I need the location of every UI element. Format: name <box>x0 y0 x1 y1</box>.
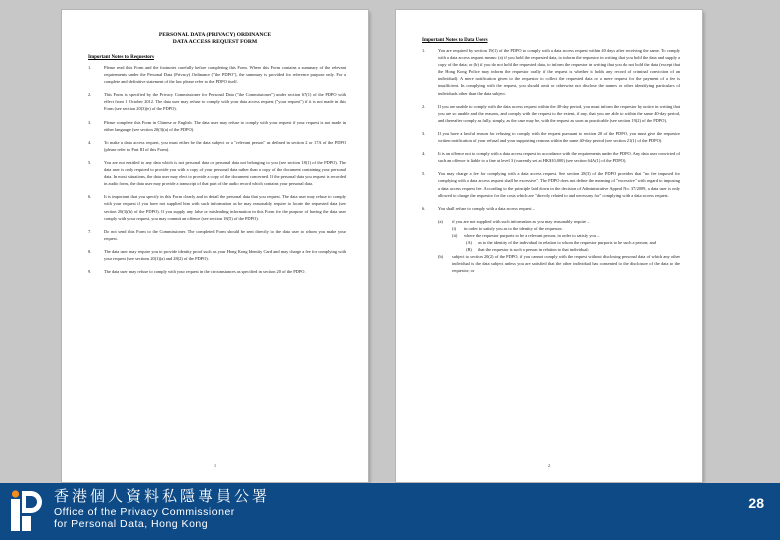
pcpd-logo-icon <box>9 489 43 533</box>
refusal-conditions-list <box>396 218 702 275</box>
sub-item-number: (B) <box>466 247 472 253</box>
form-page-1 <box>62 10 368 482</box>
note-number: 8. <box>88 248 92 254</box>
note-number: 4. <box>422 151 426 157</box>
org-name-chinese: 香港個人資料私隱專員公署 <box>54 487 271 505</box>
note-item <box>422 47 680 97</box>
note-item <box>88 193 346 221</box>
sub-item-text: subject to section 20(2) of the PDPO, if you cannot comply with the request without disclosing personal data of which any other individual is the data subject unless you are satisfied that the other individual has consented to the disclosure of the data to the requestor; or <box>452 254 680 274</box>
note-item <box>88 159 346 187</box>
note-text: It is an offence not to comply with a data access request in accordance with the requirements under the PDPO. Any data user convicted of such an offence is liable to a fine at level 3 (currently set at HK$10,000) (see section 64A(1) of the PDPO). <box>438 151 680 164</box>
sub-item-text: in order to satisfy you as to the identity of the requestor; <box>464 225 563 231</box>
note-text: If you have a lawful reason for refusing to comply with the request pursuant to section 20 of the PDPO, you must give the requestor written notification of your refusal and your supporting reasons within the same 40-day period (see section 21(1) of the PDPO). <box>438 130 680 144</box>
note-number: 3. <box>422 130 426 136</box>
note-number: 6. <box>422 205 426 211</box>
page-number: 1 <box>213 463 217 468</box>
note-text: If you are unable to comply with the data access request within the 40-day period, you must inform the requestor by notice in writing that you are so unable and the reasons, and comply with the request to the extent, if any, that you are able to within the same 40-day period, and thereafter comply as fully, simply, as the case may be, with the request as soon as practicable (see section 19(2) of the PDPO). <box>438 103 680 123</box>
note-item <box>422 150 680 164</box>
requestor-notes-list <box>62 64 368 275</box>
data-user-notes-list <box>396 47 702 212</box>
note-number: 4. <box>88 139 92 145</box>
org-name-english-line-2: for Personal Data, Hong Kong <box>54 518 209 530</box>
note-text: You are not entitled to any data which is not personal data or personal data not belonging to you (see section 18(1) of the PDPO). The data user is only required to provide you with a copy of your personal data rather than a copy of the document containing your personal data. In most situations, the data user may elect to provide a copy of the document concerned. If the personal data you request is recorded in audio form, the data user may provide a transcript of that part of the audio record which contains your personal data. <box>104 159 346 187</box>
note-text: To make a data access request, you must either be the data subject or a "relevant person" as defined in section 2 or 17A of the PDPO (please refer to Part III of this Form). <box>104 139 346 152</box>
org-name-english-line-1: Office of the Privacy Commissioner <box>54 506 235 518</box>
note-text: This Form is specified by the Privacy Commissioner for Personal Data ("the Commissioner") under section 67(1) of the PDPO with effect from 1 October 2012. The data user may refuse to comply with your data access request ("your request") if it is not made in this Form (see section 20(3)(e) of the PDPO). <box>104 92 346 112</box>
sub-item <box>466 239 680 246</box>
note-item <box>88 119 346 133</box>
sub-item-number: (i) <box>452 225 457 231</box>
note-item <box>88 268 346 275</box>
note-item <box>422 205 680 212</box>
note-text: Please complete this Form in Chinese or English. The data user may refuse to comply with your request if your request is not made in either language (see section 20(3)(a) of the PDPO). <box>104 119 346 132</box>
note-number: 2. <box>88 92 92 98</box>
note-item <box>422 130 680 144</box>
slide-number: 28 <box>748 495 764 511</box>
form-page-2 <box>396 10 702 482</box>
note-item <box>88 91 346 112</box>
sub-item-text: as to the identity of the individual in relation to whom the requestor purports to be such a person; and <box>478 240 656 246</box>
note-text: You may charge a fee for complying with a data access request. See section 28(3) of the PDPO provides that "no fee imposed for complying with a data access request shall be excessive". The PDPO does not define the meaning of "excessive" with regard to imposing a data access request fee. According to the principle laid down in the decision of Administrative Appeal No. 37/2009, a data user is only allowed to charge the requestor for the costs which are "directly related to and necessary for" complying with a data access request. <box>438 171 680 198</box>
sub-item-text: that the requestor is such a person in relation to that individual; <box>478 247 589 253</box>
sub-item-number: (A) <box>466 240 473 246</box>
sub-item <box>466 246 680 253</box>
sub-item <box>438 253 680 274</box>
page-number: 2 <box>547 463 551 468</box>
sub-item-number: (ii) <box>452 232 458 238</box>
sub-item <box>438 218 680 225</box>
note-number: 2. <box>422 103 426 109</box>
footer-bar <box>0 483 780 540</box>
note-text: Please read this Form and the footnotes carefully before completing this Form. Where this Form contains a summary of the relevant requirements under the Personal Data (Privacy) Ordinance ("the PDPO"), the summary is provided for reference purpose only. For a complete and definitive statement of the law please refer to the PDPO itself. <box>104 65 346 85</box>
requestor-notes-heading: Important Notes to Requestors <box>88 55 154 60</box>
note-item <box>88 248 346 262</box>
note-number: 6. <box>88 194 92 200</box>
sub-item <box>452 225 680 232</box>
note-number: 5. <box>88 159 92 165</box>
note-text: The data user may refuse to comply with your request in the circumstances as specified in section 20 of the PDPO. <box>104 269 306 275</box>
document-title <box>62 32 368 46</box>
note-text: You are required by section 19(1) of the PDPO to comply with a data access request within 40 days after receiving the same. To comply with a data access request means: (a) if you hold the requested data, to inform the requestor in writing that you hold the data and supply a copy of the data; or (b) if you do not hold the requested data, to inform the requestor in writing that you do not hold the data (except that the Hong Kong Police may inform the requestor orally if the request is whether it holds any record of criminal conviction of an individual). A mere notification given to the requestor to collect the requested data or a mere request for the payment of a fee is insufficient. In complying with the request, you should omit or otherwise not disclose the names or other identifying particulars of individuals other than the data subject. <box>438 48 680 96</box>
sub-item-text: where the requestor purports to be a relevant person, in order to satisfy you – <box>464 232 600 238</box>
note-item <box>422 170 680 198</box>
note-text: The data user may require you to provide identity proof such as your Hong Kong Identity Card and may charge a fee for complying with your request (see sections 20(1)(a) and 28(2) of the PDPO). <box>104 248 346 261</box>
note-number: 3. <box>88 119 92 125</box>
note-item <box>88 139 346 153</box>
note-number: 1. <box>88 65 92 70</box>
sub-item-text: if you are not supplied with such information as you may reasonably require – <box>452 218 590 224</box>
note-text: You shall refuse to comply with a data access request – <box>438 205 535 211</box>
note-item <box>88 64 346 85</box>
title-line-2: DATA ACCESS REQUEST FORM <box>172 39 258 45</box>
note-number: 5. <box>422 171 426 177</box>
note-number: 1. <box>422 48 426 53</box>
title-line-1: PERSONAL DATA (PRIVACY) ORDINANCE <box>158 32 272 38</box>
note-item <box>422 103 680 124</box>
data-user-notes-heading: Important Notes to Data Users <box>422 38 488 43</box>
note-text: It is important that you specify in this Form clearly and in detail the personal data that you request. The data user may refuse to comply with your request if you have not supplied him with such information as he may reasonably require to locate the requested data (see section 20(3)(b) of the PDPO). If you supply any false or misleading information in this Form for the purpose of having the data user comply with your request, you may commit an offence (see section 18(5) of the PDPO). <box>104 194 346 221</box>
sub-item <box>452 232 680 239</box>
note-number: 7. <box>88 228 92 234</box>
sub-item-number: (a) <box>438 218 443 224</box>
note-number: 9. <box>88 269 92 275</box>
note-text: Do not send this Form to the Commissioner. The completed Form should be sent directly to the data user to whom you make your request. <box>104 228 346 241</box>
note-item <box>88 228 346 242</box>
sub-item-number: (b) <box>438 254 444 260</box>
